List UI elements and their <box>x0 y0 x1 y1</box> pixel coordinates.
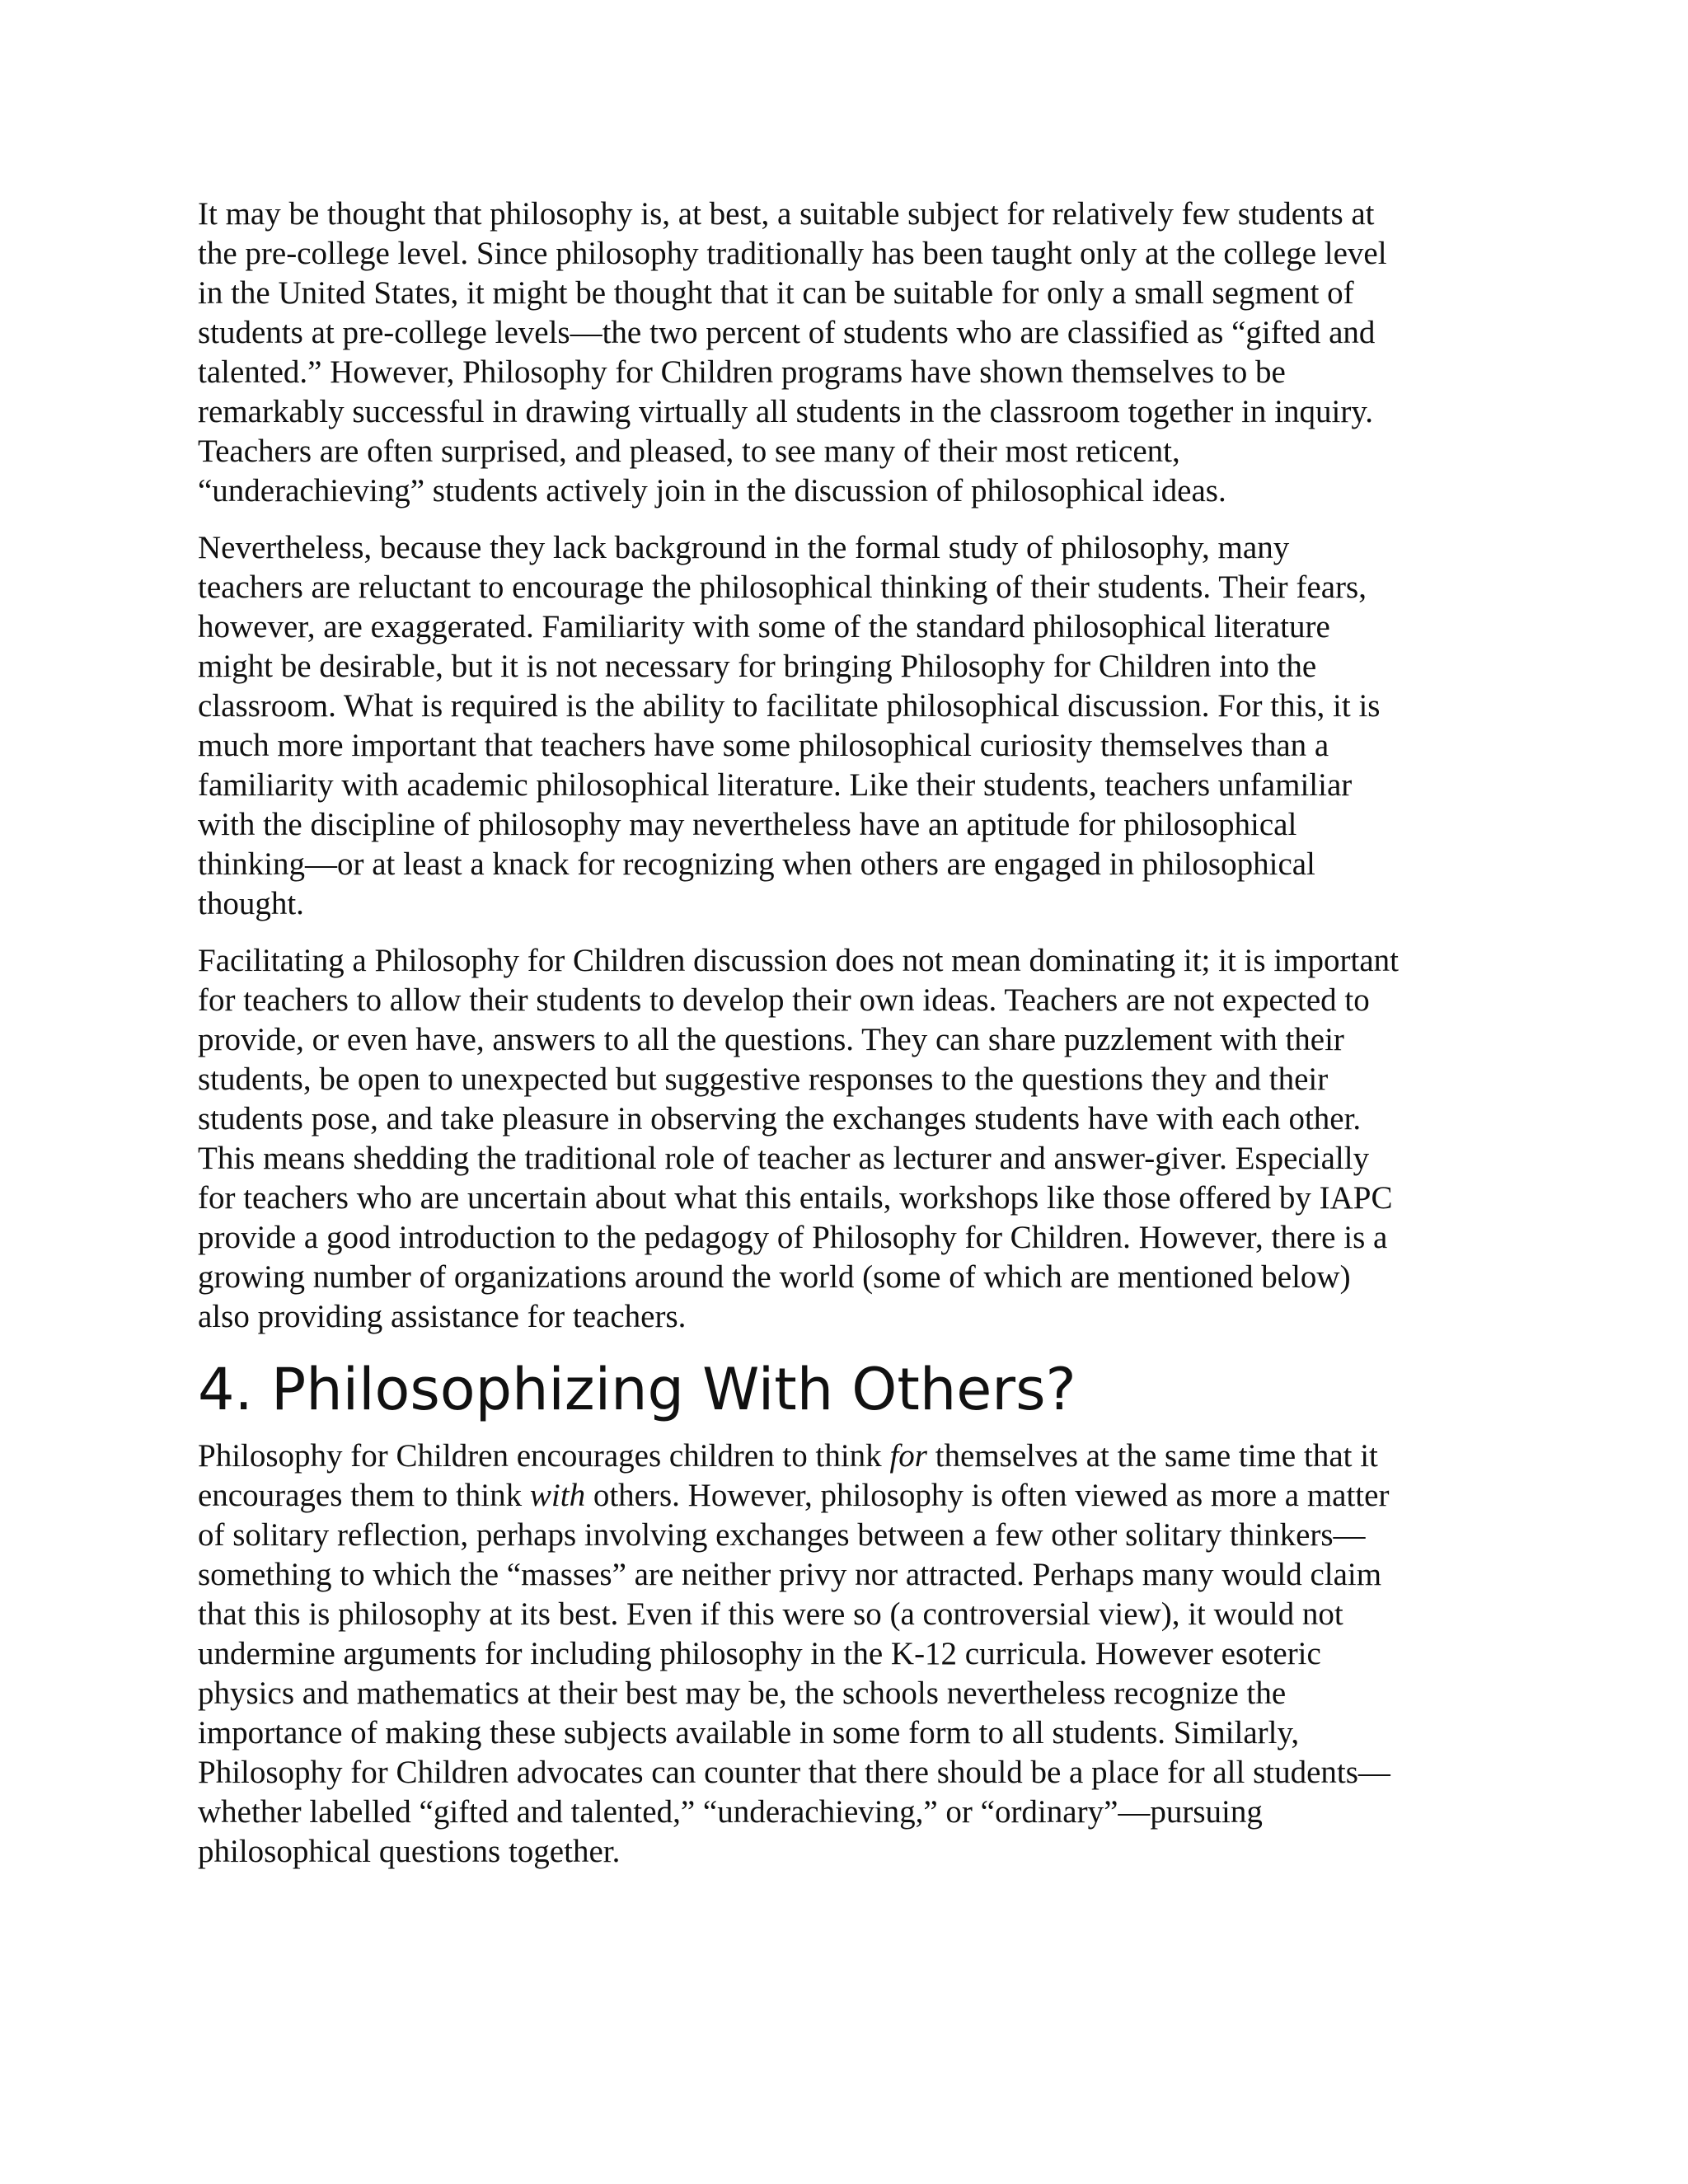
section-heading: 4. Philosophizing With Others? <box>198 1356 1076 1423</box>
section-text-part-2: themselves at the same time that it encourages them to think <box>198 1438 1378 1513</box>
section-text-part-1: Philosophy for Children encourages children to think <box>198 1438 890 1474</box>
paragraph-3: Facilitating a Philosophy for Children discussion does not mean dominating it; it is important for teachers to allow their students to develop their own ideas. Teachers are not expected to provide, or even have, answers to all the questions. They can share puzzlement with their students, be open to unexpected but suggestive responses to the questions they and their students pose, and take pleasure in observing the exchanges students have with each other. This means shedding the traditional role of teacher as lecturer and answer-giver. Especially for teachers who are uncertain about what this entails, workshops like those offered by IAPC provide a good introduction to the pedagogy of Philosophy for Children. However, there is a growing number of organizations around the world (some of which are mentioned below) also providing assistance for teachers. <box>198 943 1399 1334</box>
section-text-part-3: others. However, philosophy is often viewed as more a matter of solitary reflection, perhaps involving exchanges between a few other solitary thinkers— something to which the “masses” are neither privy nor attracted. Perhaps many would claim that this is philosophy at its best. Even if this were so (a controversial view), it would not undermine arguments for including philosophy in the K-12 curricula. However esoteric physics and mathematics at their best may be, the schools nevertheless recognize the importance of making these subjects available in some form to all students. Similarly, Philosophy for Children advocates can counter that there should be a place for all students— whether labelled “gifted and talented,” “underachieving,” or “ordinary”—pursuing philosophical questions together. <box>198 1478 1390 1869</box>
document-page <box>198 194 1492 1889</box>
section-paragraph <box>198 1436 1492 1872</box>
section-emphasis-for: for <box>889 1438 927 1474</box>
paragraph-1: It may be thought that philosophy is, at best, a suitable subject for relatively few students at the pre-college level. Since philosophy traditionally has been taught only at the college level in the United States, it might be thought that it can be suitable for only a small segment of students at pre-college levels—the two percent of students who are classified as “gifted and talented.” However, Philosophy for Children programs have shown themselves to be remarkably successful in drawing virtually all students in the classroom together in inquiry. Teachers are often surprised, and pleased, to see many of their most reticent, “underachieving” students actively join in the discussion of philosophical ideas. <box>198 196 1387 509</box>
paragraph-2: Nevertheless, because they lack background in the formal study of philosophy, many teachers are reluctant to encourage the philosophical thinking of their students. Their fears, however, are exaggerated. Familiarity with some of the standard philosophical literature might be desirable, but it is not necessary for bringing Philosophy for Children into the classroom. What is required is the ability to facilitate philosophical discussion. For this, it is much more important that teachers have some philosophical curiosity themselves than a familiarity with academic philosophical literature. Like their students, teachers unfamiliar with the discipline of philosophy may nevertheless have an aptitude for philosophical thinking—or at least a knack for recognizing when others are engaged in philosophical thought. <box>198 530 1381 921</box>
section-emphasis-with: with <box>529 1478 586 1513</box>
